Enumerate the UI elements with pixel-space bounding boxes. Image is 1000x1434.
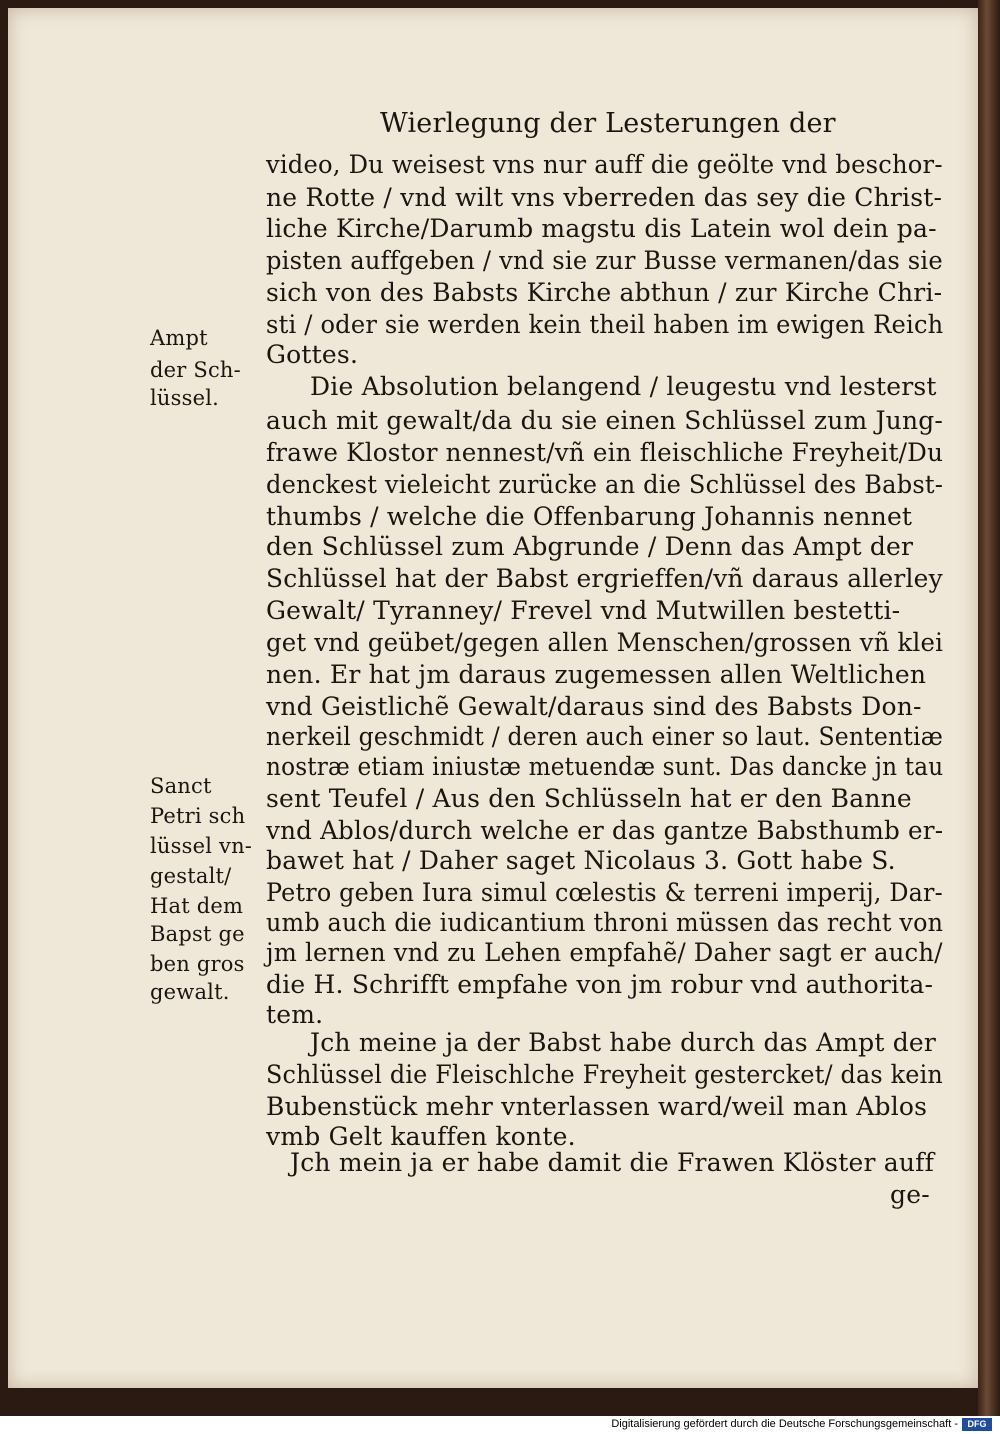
text-line: Petro geben Iura simul cœlestis & terreni imperij, Dar-	[266, 878, 943, 907]
margin-note-line: gestalt/	[150, 864, 232, 888]
text-line: sent Teufel / Aus den Schlüsseln hat er den Banne	[266, 784, 912, 813]
text-line: liche Kirche/Darumb magstu dis Latein wol dein pa-	[266, 214, 937, 243]
text-line: Gottes.	[266, 340, 359, 369]
book-edge	[978, 0, 1000, 1416]
text-line: die H. Schrifft empfahe von jm robur vnd authorita-	[266, 970, 934, 999]
margin-note-line: lüssel.	[150, 386, 220, 410]
text-line: sti / oder sie werden kein theil haben im ewigen Reich	[266, 310, 944, 339]
text-line: bawet hat / Daher saget Nicolaus 3. Gott habe S.	[266, 846, 896, 875]
text-line: video, Du weisest vns nur auff die geölte vnd beschor-	[266, 150, 943, 179]
margin-note-line: Hat dem	[150, 894, 244, 918]
margin-note-line: Sanct	[150, 774, 212, 798]
text-line: vnd Geistlichẽ Gewalt/daraus sind des Babsts Don-	[266, 692, 922, 721]
footer-bar	[0, 1416, 1000, 1434]
text-line: Schlüssel die Fleischlche Freyheit gestercket/ das kein	[266, 1060, 943, 1089]
text-line: den Schlüssel zum Abgrunde / Denn das Ampt der	[266, 532, 914, 561]
text-line: nerkeil geschmidt / deren auch einer so laut. Sententiæ	[266, 722, 944, 751]
text-line: thumbs / welche die Offenbarung Johannis nennet	[266, 502, 913, 531]
text-line: auch mit gewalt/da du sie einen Schlüssel zum Jung-	[266, 406, 944, 435]
margin-note-line: Bapst ge	[150, 922, 245, 946]
text-line: Die Absolution belangend / leugestu vnd lesterst	[310, 372, 937, 401]
text-line: frawe Klostor nennest/vñ ein fleischliche Freyheit/Du	[266, 438, 944, 467]
text-line: Jch mein ja er habe damit die Frawen Klöster auff	[290, 1148, 935, 1177]
text-line: denckest vieleicht zurücke an die Schlüssel des Babst-	[266, 470, 944, 499]
text-line: vmb Gelt kauffen konte.	[266, 1122, 576, 1151]
text-line: sich von des Babsts Kirche abthun / zur Kirche Chri-	[266, 278, 943, 307]
margin-note-line: der Sch-	[150, 358, 241, 382]
margin-note-line: Petri sch	[150, 804, 246, 828]
text-line: get vnd geübet/gegen allen Menschen/grossen vñ klei	[266, 628, 944, 657]
text-line: Gewalt/ Tyranney/ Frevel vnd Mutwillen bestetti-	[266, 596, 901, 625]
text-line: jm lernen vnd zu Lehen empfahẽ/ Daher sagt er auch/	[266, 938, 943, 967]
text-line: Bubenstück mehr vnterlassen ward/weil man Ablos	[266, 1092, 928, 1121]
text-line: nostræ etiam iniustæ metuendæ sunt. Das dancke jn tau	[266, 752, 944, 781]
book-page	[8, 8, 978, 1388]
funding-credit: Digitalisierung gefördert durch die Deutsche Forschungsgemeinschaft -	[611, 1418, 958, 1430]
text-line: nen. Er hat jm daraus zugemessen allen Weltlichen	[266, 660, 927, 689]
text-line: pisten auffgeben / vnd sie zur Busse vermanen/das sie	[266, 246, 943, 275]
margin-note-line: Ampt	[150, 326, 208, 350]
text-line: Jch meine ja der Babst habe durch das Ampt der	[310, 1028, 937, 1057]
dfg-logo: DFG	[962, 1418, 992, 1431]
text-line: ne Rotte / vnd wilt vns vberreden das sey die Christ-	[266, 183, 943, 212]
margin-note-line: lüssel vn-	[150, 834, 253, 858]
running-header: Wierlegung der Lesterungen der	[380, 108, 836, 139]
text-line: Schlüssel hat der Babst ergrieffen/vñ daraus allerley	[266, 564, 943, 593]
margin-note-line: gewalt.	[150, 980, 230, 1004]
margin-note-line: ben gros	[150, 952, 245, 976]
text-line: umb auch die iudicantium throni müssen das recht von	[266, 908, 944, 937]
text-line: vnd Ablos/durch welche er das gantze Babsthumb er-	[266, 816, 944, 845]
text-line: ge-	[890, 1180, 930, 1209]
text-line: tem.	[266, 1000, 324, 1029]
